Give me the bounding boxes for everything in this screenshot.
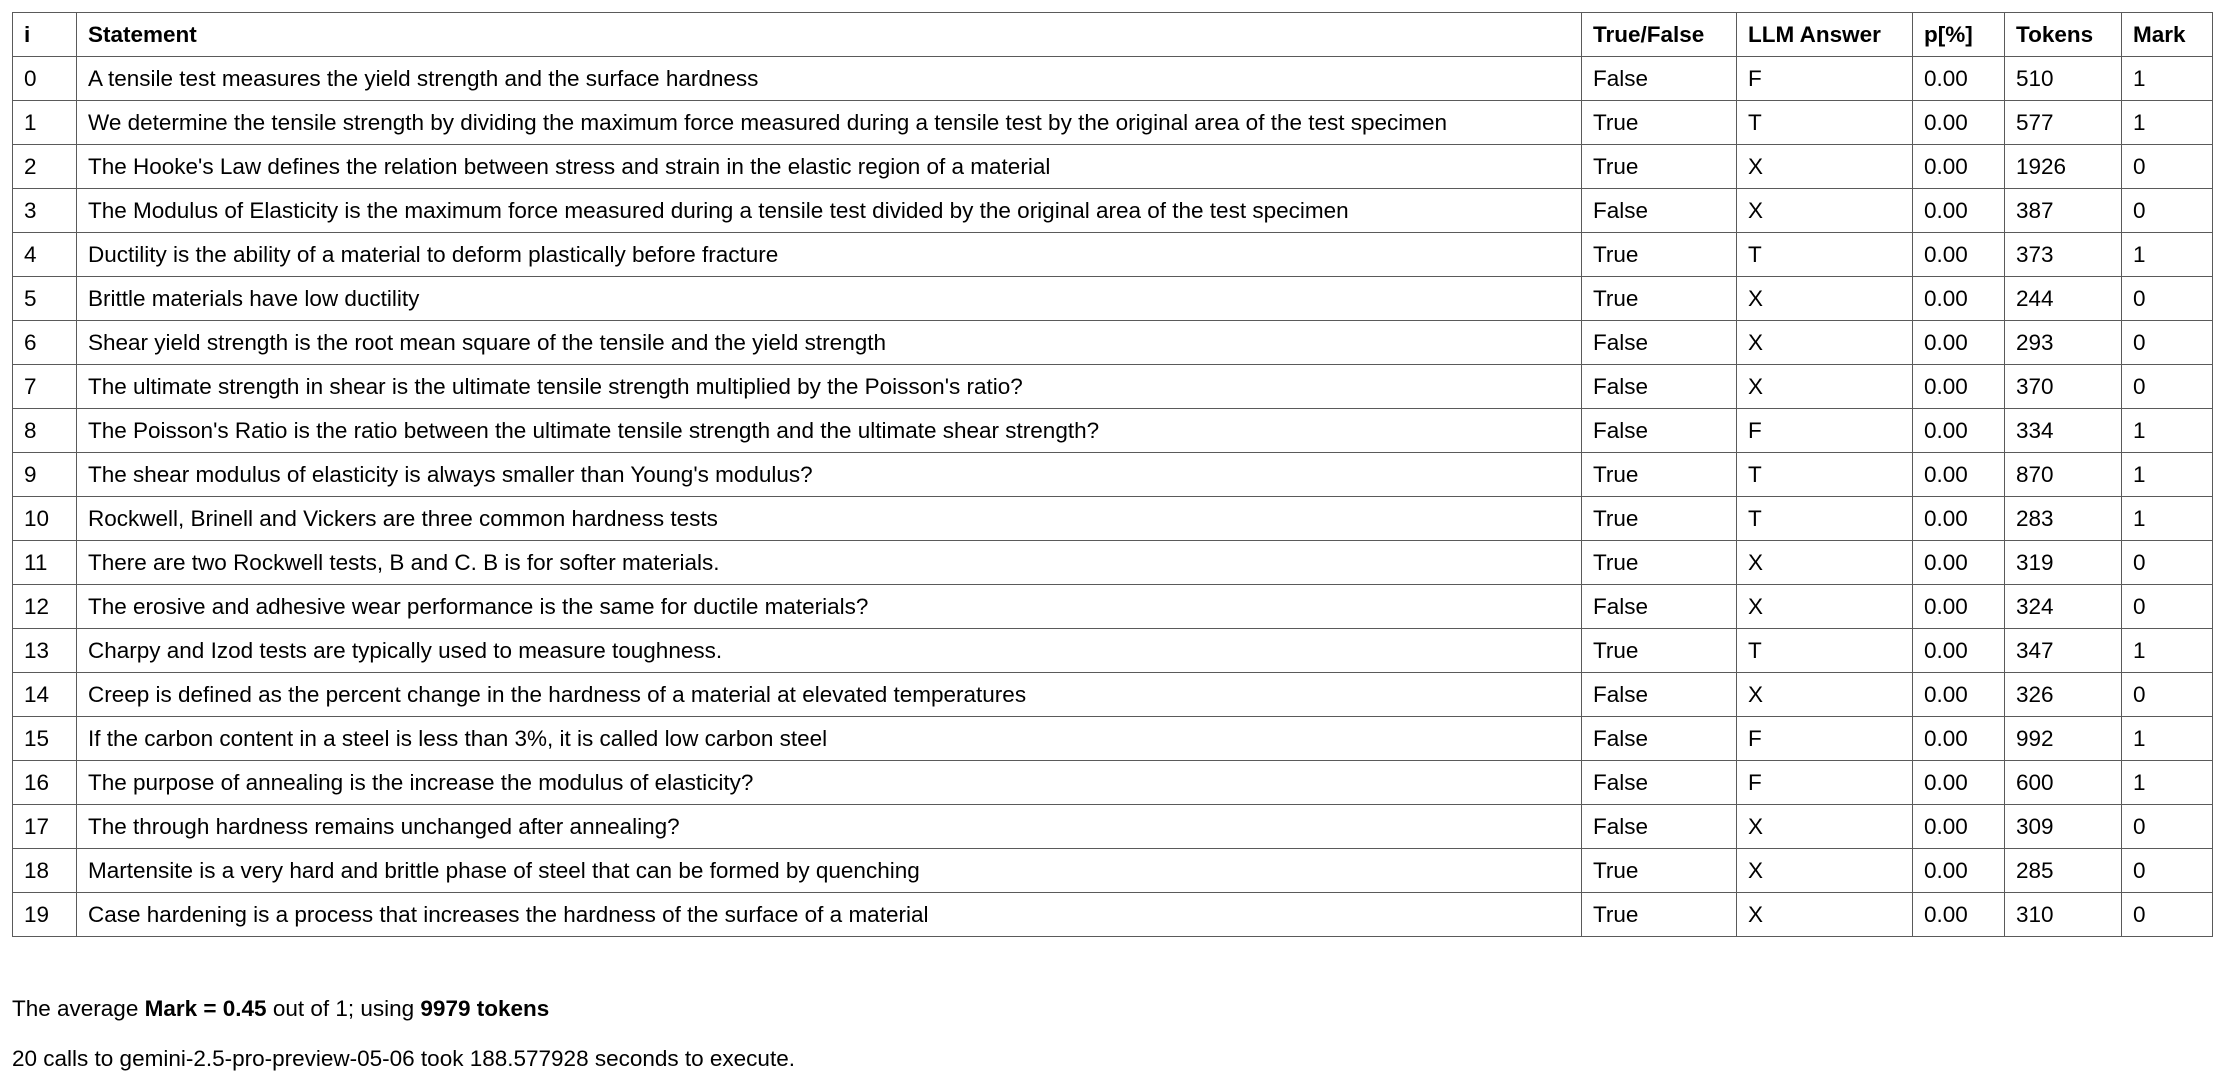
table-body	[13, 57, 2213, 937]
cell-true-false: True	[1582, 101, 1737, 145]
cell-statement: Shear yield strength is the root mean square of the tensile and the yield strength	[77, 321, 1582, 365]
cell-p-percent: 0.00	[1913, 673, 2005, 717]
cell-p-percent: 0.00	[1913, 541, 2005, 585]
cell-llm-answer: X	[1737, 189, 1913, 233]
cell-llm-answer: X	[1737, 673, 1913, 717]
cell-p-percent: 0.00	[1913, 233, 2005, 277]
cell-statement: If the carbon content in a steel is less than 3%, it is called low carbon steel	[77, 717, 1582, 761]
cell-mark: 0	[2122, 145, 2213, 189]
cell-llm-answer: T	[1737, 629, 1913, 673]
cell-statement: Case hardening is a process that increases the hardness of the surface of a material	[77, 893, 1582, 937]
column-header-statement: Statement	[77, 13, 1582, 57]
table-row	[13, 629, 2213, 673]
cell-mark: 1	[2122, 233, 2213, 277]
table-row	[13, 541, 2213, 585]
cell-tokens: 309	[2005, 805, 2122, 849]
cell-true-false: True	[1582, 893, 1737, 937]
cell-index: 1	[13, 101, 77, 145]
cell-statement: The ultimate strength in shear is the ultimate tensile strength multiplied by the Poisson's ratio?	[77, 365, 1582, 409]
cell-llm-answer: T	[1737, 453, 1913, 497]
cell-p-percent: 0.00	[1913, 145, 2005, 189]
cell-llm-answer: X	[1737, 365, 1913, 409]
cell-statement: The purpose of annealing is the increase the modulus of elasticity?	[77, 761, 1582, 805]
cell-tokens: 870	[2005, 453, 2122, 497]
cell-statement: Brittle materials have low ductility	[77, 277, 1582, 321]
cell-p-percent: 0.00	[1913, 893, 2005, 937]
cell-true-false: True	[1582, 629, 1737, 673]
cell-llm-answer: X	[1737, 277, 1913, 321]
cell-index: 12	[13, 585, 77, 629]
cell-mark: 0	[2122, 189, 2213, 233]
cell-true-false: False	[1582, 673, 1737, 717]
column-header-index: i	[13, 13, 77, 57]
cell-index: 8	[13, 409, 77, 453]
execution-time-note: 20 calls to gemini-2.5-pro-preview-05-06 took 188.577928 seconds to execute.	[12, 1046, 795, 1071]
cell-p-percent: 0.00	[1913, 849, 2005, 893]
cell-statement: Martensite is a very hard and brittle phase of steel that can be formed by quenching	[77, 849, 1582, 893]
cell-llm-answer: X	[1737, 805, 1913, 849]
cell-index: 13	[13, 629, 77, 673]
cell-true-false: True	[1582, 541, 1737, 585]
cell-mark: 1	[2122, 497, 2213, 541]
cell-llm-answer: F	[1737, 761, 1913, 805]
cell-statement: The shear modulus of elasticity is always smaller than Young's modulus?	[77, 453, 1582, 497]
cell-true-false: True	[1582, 497, 1737, 541]
average-mark-summary	[12, 996, 549, 1022]
cell-mark: 1	[2122, 453, 2213, 497]
cell-tokens: 283	[2005, 497, 2122, 541]
cell-true-false: False	[1582, 57, 1737, 101]
cell-true-false: False	[1582, 365, 1737, 409]
cell-index: 4	[13, 233, 77, 277]
column-header-llm-answer: LLM Answer	[1737, 13, 1913, 57]
table-row	[13, 893, 2213, 937]
column-header-true-false: True/False	[1582, 13, 1737, 57]
cell-true-false: False	[1582, 189, 1737, 233]
cell-statement: Creep is defined as the percent change in the hardness of a material at elevated temperatures	[77, 673, 1582, 717]
cell-tokens: 1926	[2005, 145, 2122, 189]
cell-index: 11	[13, 541, 77, 585]
cell-p-percent: 0.00	[1913, 57, 2005, 101]
cell-index: 2	[13, 145, 77, 189]
cell-mark: 0	[2122, 849, 2213, 893]
table-row	[13, 673, 2213, 717]
table-row	[13, 717, 2213, 761]
table-row	[13, 453, 2213, 497]
cell-true-false: True	[1582, 453, 1737, 497]
cell-true-false: False	[1582, 585, 1737, 629]
cell-llm-answer: F	[1737, 57, 1913, 101]
cell-index: 6	[13, 321, 77, 365]
cell-index: 14	[13, 673, 77, 717]
cell-p-percent: 0.00	[1913, 497, 2005, 541]
column-header-p-percent: p[%]	[1913, 13, 2005, 57]
table-row	[13, 277, 2213, 321]
cell-llm-answer: F	[1737, 409, 1913, 453]
cell-mark: 1	[2122, 717, 2213, 761]
cell-p-percent: 0.00	[1913, 453, 2005, 497]
cell-statement: The through hardness remains unchanged after annealing?	[77, 805, 1582, 849]
table-row	[13, 761, 2213, 805]
cell-llm-answer: X	[1737, 585, 1913, 629]
cell-mark: 0	[2122, 805, 2213, 849]
cell-tokens: 992	[2005, 717, 2122, 761]
cell-tokens: 373	[2005, 233, 2122, 277]
cell-mark: 0	[2122, 893, 2213, 937]
cell-statement: Ductility is the ability of a material to deform plastically before fracture	[77, 233, 1582, 277]
cell-statement: Rockwell, Brinell and Vickers are three common hardness tests	[77, 497, 1582, 541]
cell-index: 9	[13, 453, 77, 497]
table-row	[13, 321, 2213, 365]
total-tokens-value: 9979 tokens	[420, 996, 550, 1021]
cell-p-percent: 0.00	[1913, 365, 2005, 409]
cell-llm-answer: F	[1737, 717, 1913, 761]
cell-llm-answer: T	[1737, 233, 1913, 277]
cell-statement: A tensile test measures the yield strength and the surface hardness	[77, 57, 1582, 101]
cell-true-false: True	[1582, 145, 1737, 189]
cell-tokens: 293	[2005, 321, 2122, 365]
cell-statement: The Poisson's Ratio is the ratio between the ultimate tensile strength and the ultimate shear strength?	[77, 409, 1582, 453]
cell-mark: 0	[2122, 673, 2213, 717]
cell-p-percent: 0.00	[1913, 585, 2005, 629]
cell-index: 3	[13, 189, 77, 233]
cell-tokens: 324	[2005, 585, 2122, 629]
cell-true-false: True	[1582, 233, 1737, 277]
header-row	[13, 13, 2213, 57]
summary-prefix: The average	[12, 996, 145, 1021]
cell-statement: The Hooke's Law defines the relation between stress and strain in the elastic region of a material	[77, 145, 1582, 189]
table-row	[13, 497, 2213, 541]
cell-index: 16	[13, 761, 77, 805]
cell-mark: 1	[2122, 57, 2213, 101]
cell-index: 5	[13, 277, 77, 321]
table-row	[13, 409, 2213, 453]
cell-true-false: False	[1582, 321, 1737, 365]
column-header-tokens: Tokens	[2005, 13, 2122, 57]
table-row	[13, 145, 2213, 189]
cell-statement: The erosive and adhesive wear performance is the same for ductile materials?	[77, 585, 1582, 629]
table-row	[13, 233, 2213, 277]
cell-llm-answer: X	[1737, 849, 1913, 893]
cell-statement: The Modulus of Elasticity is the maximum force measured during a tensile test divided by the original area of the test specimen	[77, 189, 1582, 233]
cell-p-percent: 0.00	[1913, 101, 2005, 145]
cell-p-percent: 0.00	[1913, 629, 2005, 673]
cell-p-percent: 0.00	[1913, 189, 2005, 233]
cell-llm-answer: X	[1737, 145, 1913, 189]
cell-tokens: 319	[2005, 541, 2122, 585]
cell-p-percent: 0.00	[1913, 761, 2005, 805]
cell-index: 19	[13, 893, 77, 937]
cell-statement: Charpy and Izod tests are typically used to measure toughness.	[77, 629, 1582, 673]
cell-true-false: False	[1582, 409, 1737, 453]
cell-tokens: 326	[2005, 673, 2122, 717]
cell-mark: 1	[2122, 409, 2213, 453]
cell-index: 18	[13, 849, 77, 893]
cell-true-false: True	[1582, 277, 1737, 321]
table-row	[13, 849, 2213, 893]
cell-mark: 0	[2122, 541, 2213, 585]
cell-mark: 0	[2122, 365, 2213, 409]
cell-tokens: 600	[2005, 761, 2122, 805]
cell-llm-answer: T	[1737, 497, 1913, 541]
cell-true-false: False	[1582, 805, 1737, 849]
cell-mark: 1	[2122, 761, 2213, 805]
table-header	[13, 13, 2213, 57]
table-row	[13, 365, 2213, 409]
cell-p-percent: 0.00	[1913, 321, 2005, 365]
cell-llm-answer: X	[1737, 541, 1913, 585]
table-row	[13, 57, 2213, 101]
cell-index: 10	[13, 497, 77, 541]
cell-p-percent: 0.00	[1913, 277, 2005, 321]
cell-true-false: False	[1582, 761, 1737, 805]
cell-statement: We determine the tensile strength by dividing the maximum force measured during a tensile test by the original area of the test specimen	[77, 101, 1582, 145]
column-header-mark: Mark	[2122, 13, 2213, 57]
cell-index: 7	[13, 365, 77, 409]
table-row	[13, 805, 2213, 849]
cell-tokens: 347	[2005, 629, 2122, 673]
cell-tokens: 370	[2005, 365, 2122, 409]
cell-true-false: False	[1582, 717, 1737, 761]
cell-tokens: 244	[2005, 277, 2122, 321]
cell-index: 15	[13, 717, 77, 761]
cell-tokens: 285	[2005, 849, 2122, 893]
cell-mark: 0	[2122, 585, 2213, 629]
cell-tokens: 334	[2005, 409, 2122, 453]
cell-statement: There are two Rockwell tests, B and C. B is for softer materials.	[77, 541, 1582, 585]
cell-tokens: 310	[2005, 893, 2122, 937]
cell-mark: 0	[2122, 277, 2213, 321]
cell-index: 17	[13, 805, 77, 849]
cell-llm-answer: X	[1737, 893, 1913, 937]
cell-llm-answer: X	[1737, 321, 1913, 365]
table-row	[13, 585, 2213, 629]
cell-p-percent: 0.00	[1913, 805, 2005, 849]
cell-mark: 1	[2122, 101, 2213, 145]
cell-tokens: 577	[2005, 101, 2122, 145]
cell-true-false: True	[1582, 849, 1737, 893]
cell-llm-answer: T	[1737, 101, 1913, 145]
cell-tokens: 510	[2005, 57, 2122, 101]
table-row	[13, 101, 2213, 145]
cell-mark: 1	[2122, 629, 2213, 673]
summary-middle: out of 1; using	[266, 996, 421, 1021]
cell-index: 0	[13, 57, 77, 101]
table-row	[13, 189, 2213, 233]
cell-tokens: 387	[2005, 189, 2122, 233]
average-mark-value: Mark = 0.45	[144, 996, 267, 1021]
cell-p-percent: 0.00	[1913, 409, 2005, 453]
results-table	[12, 12, 2213, 937]
cell-mark: 0	[2122, 321, 2213, 365]
cell-p-percent: 0.00	[1913, 717, 2005, 761]
